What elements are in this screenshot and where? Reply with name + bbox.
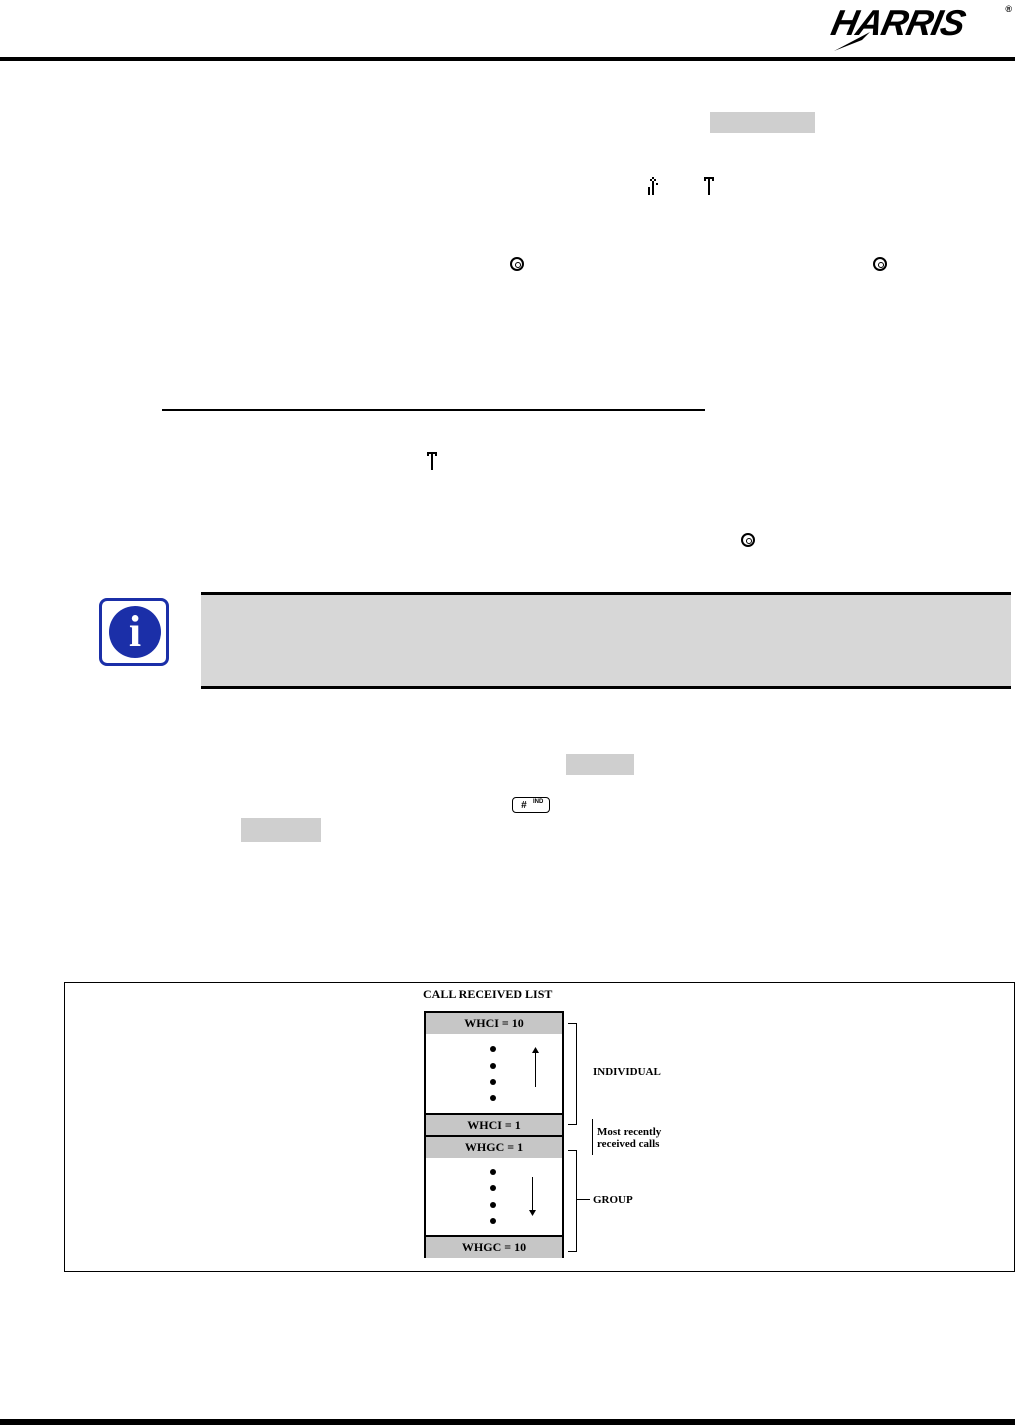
recent-bracket: [592, 1119, 593, 1155]
most-recent-label-line1: Most recently: [597, 1126, 662, 1138]
figure-title: CALL RECEIVED LIST: [423, 987, 553, 1001]
up-arrow: [535, 1051, 536, 1087]
list-row-whgc-10: WHGC = 10: [426, 1235, 562, 1258]
antenna-arrow-icon: [647, 177, 659, 195]
list-ellipsis-dot: [490, 1169, 496, 1175]
individual-label: INDIVIDUAL: [593, 1066, 661, 1078]
list-row-whci-1: WHCI = 1: [426, 1113, 562, 1136]
list-ellipsis-dot: [490, 1202, 496, 1208]
hash-ind-key-icon: [512, 797, 550, 813]
softkey-highlight: [710, 112, 815, 133]
note-box: [201, 592, 1011, 689]
list-ellipsis-dot: [490, 1185, 496, 1191]
select-button-icon: [741, 533, 755, 547]
logo-registered-mark: ®: [1005, 4, 1012, 14]
group-label: GROUP: [593, 1194, 633, 1206]
hash-key-label: IND: [533, 799, 544, 805]
call-received-list: [424, 1011, 564, 1258]
list-ellipsis-dot: [490, 1218, 496, 1224]
list-ellipsis-dot: [490, 1063, 496, 1069]
select-button-icon: [873, 257, 887, 271]
hash-key-symbol: #: [521, 800, 527, 811]
section-underline: [162, 409, 705, 411]
individual-bracket: [568, 1023, 577, 1125]
softkey-highlight: [566, 754, 634, 775]
select-button-icon: [510, 257, 524, 271]
list-row-whgc-1: WHGC = 1: [426, 1135, 562, 1158]
list-ellipsis-dot: [490, 1095, 496, 1101]
header-rule: [0, 57, 1015, 61]
info-icon: i: [99, 598, 169, 666]
most-recent-label-line2: received calls: [597, 1138, 660, 1150]
logo-text: HARRIS: [827, 2, 969, 43]
down-arrow-head: [529, 1210, 536, 1216]
list-ellipsis-dot: [490, 1046, 496, 1052]
list-ellipsis-dot: [490, 1079, 496, 1085]
down-arrow: [532, 1177, 533, 1211]
group-bracket: [568, 1150, 577, 1252]
list-row-whci-10: WHCI = 10: [426, 1013, 562, 1034]
antenna-icon: [426, 452, 438, 470]
harris-logo: [826, 2, 1012, 52]
group-tick: [576, 1199, 590, 1200]
footer-rule: [0, 1419, 1015, 1425]
softkey-highlight: [241, 818, 321, 842]
antenna-icon: [703, 177, 715, 195]
up-arrow-head: [532, 1047, 539, 1053]
